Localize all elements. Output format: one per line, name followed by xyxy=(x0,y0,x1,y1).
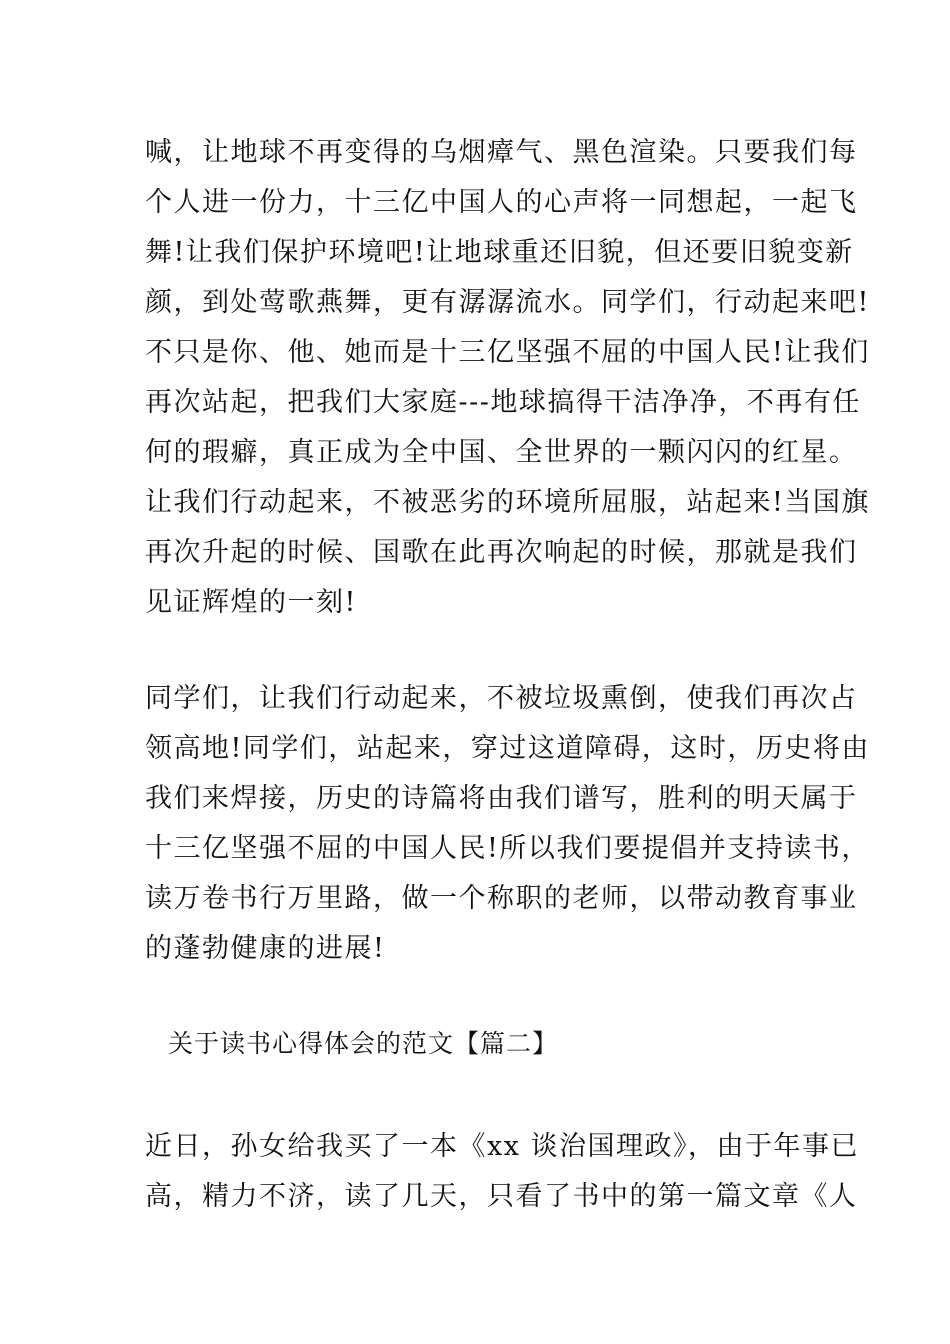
paragraph-2-line-2: 领高地!同学们，站起来，穿过这道障碍，这时，历史将由 xyxy=(145,733,870,764)
paragraph-1-line-4: 颜，到处莺歌燕舞，更有潺潺流水。同学们，行动起来吧! xyxy=(145,287,870,318)
paragraph-3-line-2: 高，精力不济，读了几天，只看了书中的第一篇文章《人 xyxy=(145,1181,858,1212)
paragraph-1-line-8: 让我们行动起来，不被恶劣的环境所屈服，站起来!当国旗 xyxy=(145,487,870,518)
paragraph-2-line-4: 十三亿坚强不屈的中国人民!所以我们要提倡并支持读书， xyxy=(145,833,870,864)
paragraph-3-line-1: 近日，孙女给我买了一本《xx 谈治国理政》，由于年事已 xyxy=(145,1131,860,1162)
paragraph-2-line-3: 我们来焊接，历史的诗篇将由我们谱写，胜利的明天属于 xyxy=(145,783,858,814)
paragraph-1-line-9: 再次升起的时候、国歌在此再次响起的时候，那就是我们 xyxy=(145,537,858,568)
paragraph-2-line-1: 同学们，让我们行动起来，不被垃圾熏倒，使我们再次占 xyxy=(145,683,858,714)
paragraph-1-line-6: 再次站起，把我们大家庭---地球搞得干洁净净，不再有任 xyxy=(145,387,861,418)
paragraph-1-line-7: 何的瑕癖，真正成为全中国、全世界的一颗闪闪的红星。 xyxy=(145,437,858,468)
paragraph-1-line-3: 舞!让我们保护环境吧!让地球重还旧貌，但还要旧貌变新 xyxy=(145,237,854,268)
paragraph-1-line-10: 见证辉煌的一刻! xyxy=(145,587,357,618)
paragraph-2-line-5: 读万卷书行万里路，做一个称职的老师，以带动教育事业 xyxy=(145,883,858,914)
paragraph-2-line-6: 的蓬勃健康的进展! xyxy=(145,933,386,964)
paragraph-1-line-2: 个人进一份力，十三亿中国人的心声将一同想起，一起飞 xyxy=(145,187,858,218)
paragraph-1-line-5: 不只是你、他、她而是十三亿坚强不屈的中国人民!让我们 xyxy=(145,337,870,368)
section-heading: 关于读书心得体会的范文【篇二】 xyxy=(168,1029,559,1058)
paragraph-1-line-1: 喊，让地球不再变得的乌烟瘴气、黑色渲染。只要我们每 xyxy=(145,137,858,168)
